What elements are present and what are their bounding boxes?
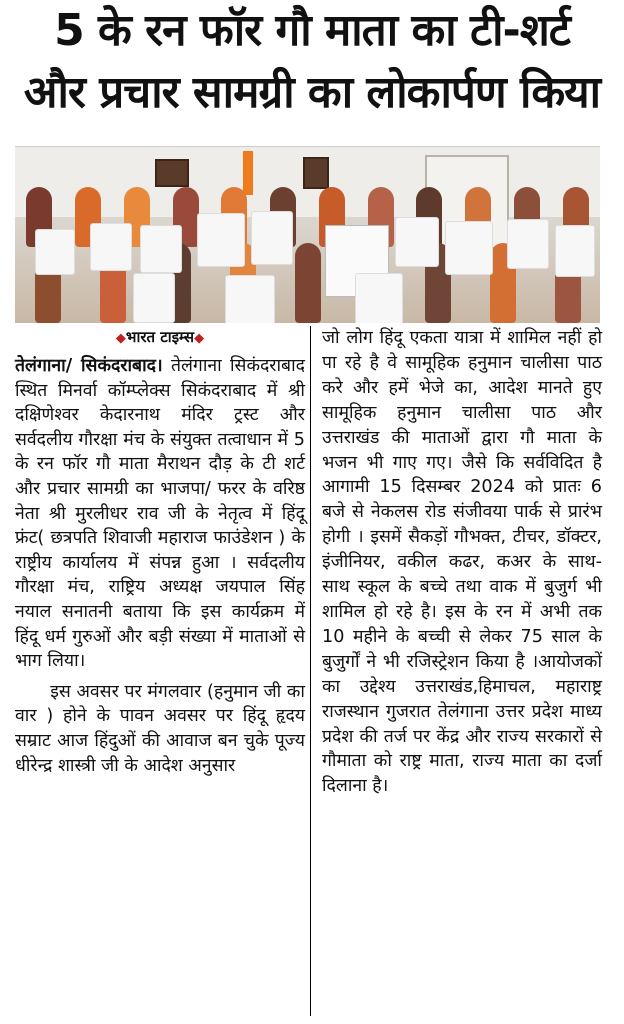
- column-divider: [310, 326, 311, 1016]
- article-column-left: [15, 326, 305, 778]
- source-name: भारत टाइम्स: [125, 328, 195, 346]
- headline-line-2: और प्रचार सामग्री का लोकार्पण किया: [23, 67, 601, 118]
- photo-tshirt: [225, 275, 275, 323]
- diamond-icon: ◆: [194, 331, 205, 346]
- photo-tshirt: [133, 273, 175, 323]
- photo-tshirt: [445, 221, 493, 275]
- event-photo: [15, 146, 600, 323]
- headline: [0, 0, 624, 124]
- photo-tshirt: [140, 225, 182, 273]
- photo-wall-picture: [303, 157, 329, 189]
- article-column-right: [322, 326, 602, 799]
- photo-tshirt: [251, 211, 293, 265]
- headline-line-1: 5 के रन फॉर गौ माता का टी-शर्ट: [54, 5, 570, 56]
- photo-tshirt: [395, 217, 439, 267]
- photo-tshirt: [197, 213, 245, 267]
- diamond-icon: ◆: [115, 331, 126, 346]
- article-paragraph-2-continued: जो लोग हिंदू एकता यात्रा में शामिल नहीं हो पा रहे है वे सामूहिक हनुमान चालीसा पाठ करे और हमें भेजे का, आदेश मानते हुए सामूहिक हनुमान चालीसा पाठ और उत्तराखंड की माताओं द्वारा गौ माता के भजन भी गाए गए। जैसे कि सर्वविदित है आगामी 15 दिसम्बर 2024 को प्रातः 6 बजे से नेकलस रोड संजीवया पार्क से प्रारंभ होगी । इसमें सैकड़ों गौभक्त, टीचर, डॉक्टर, इंजीनियर, वकील कढर, कअर के साथ- साथ स्कूल के बच्चे तथा वाक में बुजुर्ग भी शामिल हो रहे है। इस के रन में अभी तक 10 महीने के बच्ची से लेकर 75 साल के बुजुर्गों ने भी रजिस्ट्रेशन किया है ।आयोजकों का उद्देश्य उत्तराखंड,हिमाचल, महाराष्ट्र राजस्थान गुजरात तेलंगाना उत्तर प्रदेश माध्य प्रदेश की तर्ज पर केंद्र और राज्य सरकारों से गौमाता को राष्ट्र माता, राज्य माता का दर्जा दिलाना है।: [322, 328, 602, 797]
- article-paragraph-2-start: इस अवसर पर मंगलवार (हनुमान जी का वार ) होने के पावन अवसर पर हिंदू हृदय सम्राट आज हिंदुओं की आवाज बन चुके पूज्य धीरेन्द्र शास्त्री जी के आदेश अनुसार: [15, 681, 305, 776]
- source-credit: [15, 326, 305, 350]
- photo-tshirt: [35, 229, 75, 275]
- paragraph-1-text: तेलंगाना सिकंदराबाद स्थित मिनर्वा कॉम्प्लेक्स सिकंदराबाद में श्री दक्षिणेश्वर केदारनाथ मंदिर ट्रस्ट और सर्वदलीय गौरक्षा मंच के संयुक्त तत्वाधान में 5 के रन फॉर गौ माता मैराथन दौड़ के टी शर्ट और प्रचार सामग्री का भाजपा/ फरर के वरिष्ठ नेता श्री मुरलीधर राव जी के नेतृत्व में हिंदू फ्रंट( छत्रपति शिवाजी महाराज फाउंडेशन ) के राष्ट्रीय कार्यालय में संपन्न हुआ । सर्वदलीय गौरक्षा मंच, राष्ट्रिय अध्यक्ष जयपाल सिंह नयाल सनातनी बताया कि इस कार्यक्रम में हिंदू धर्म गुरुओं और बड़ी संख्या में माताओं से भाग लिया।: [15, 356, 306, 672]
- photo-tshirt: [507, 219, 549, 269]
- article-paragraph-1: [15, 354, 305, 674]
- photo-tshirt: [555, 225, 595, 277]
- photo-tshirt: [355, 273, 403, 323]
- photo-tshirt: [90, 223, 132, 271]
- dateline: तेलंगाना/ सिकंदराबाद।: [15, 356, 163, 376]
- photo-wall-picture: [155, 159, 189, 187]
